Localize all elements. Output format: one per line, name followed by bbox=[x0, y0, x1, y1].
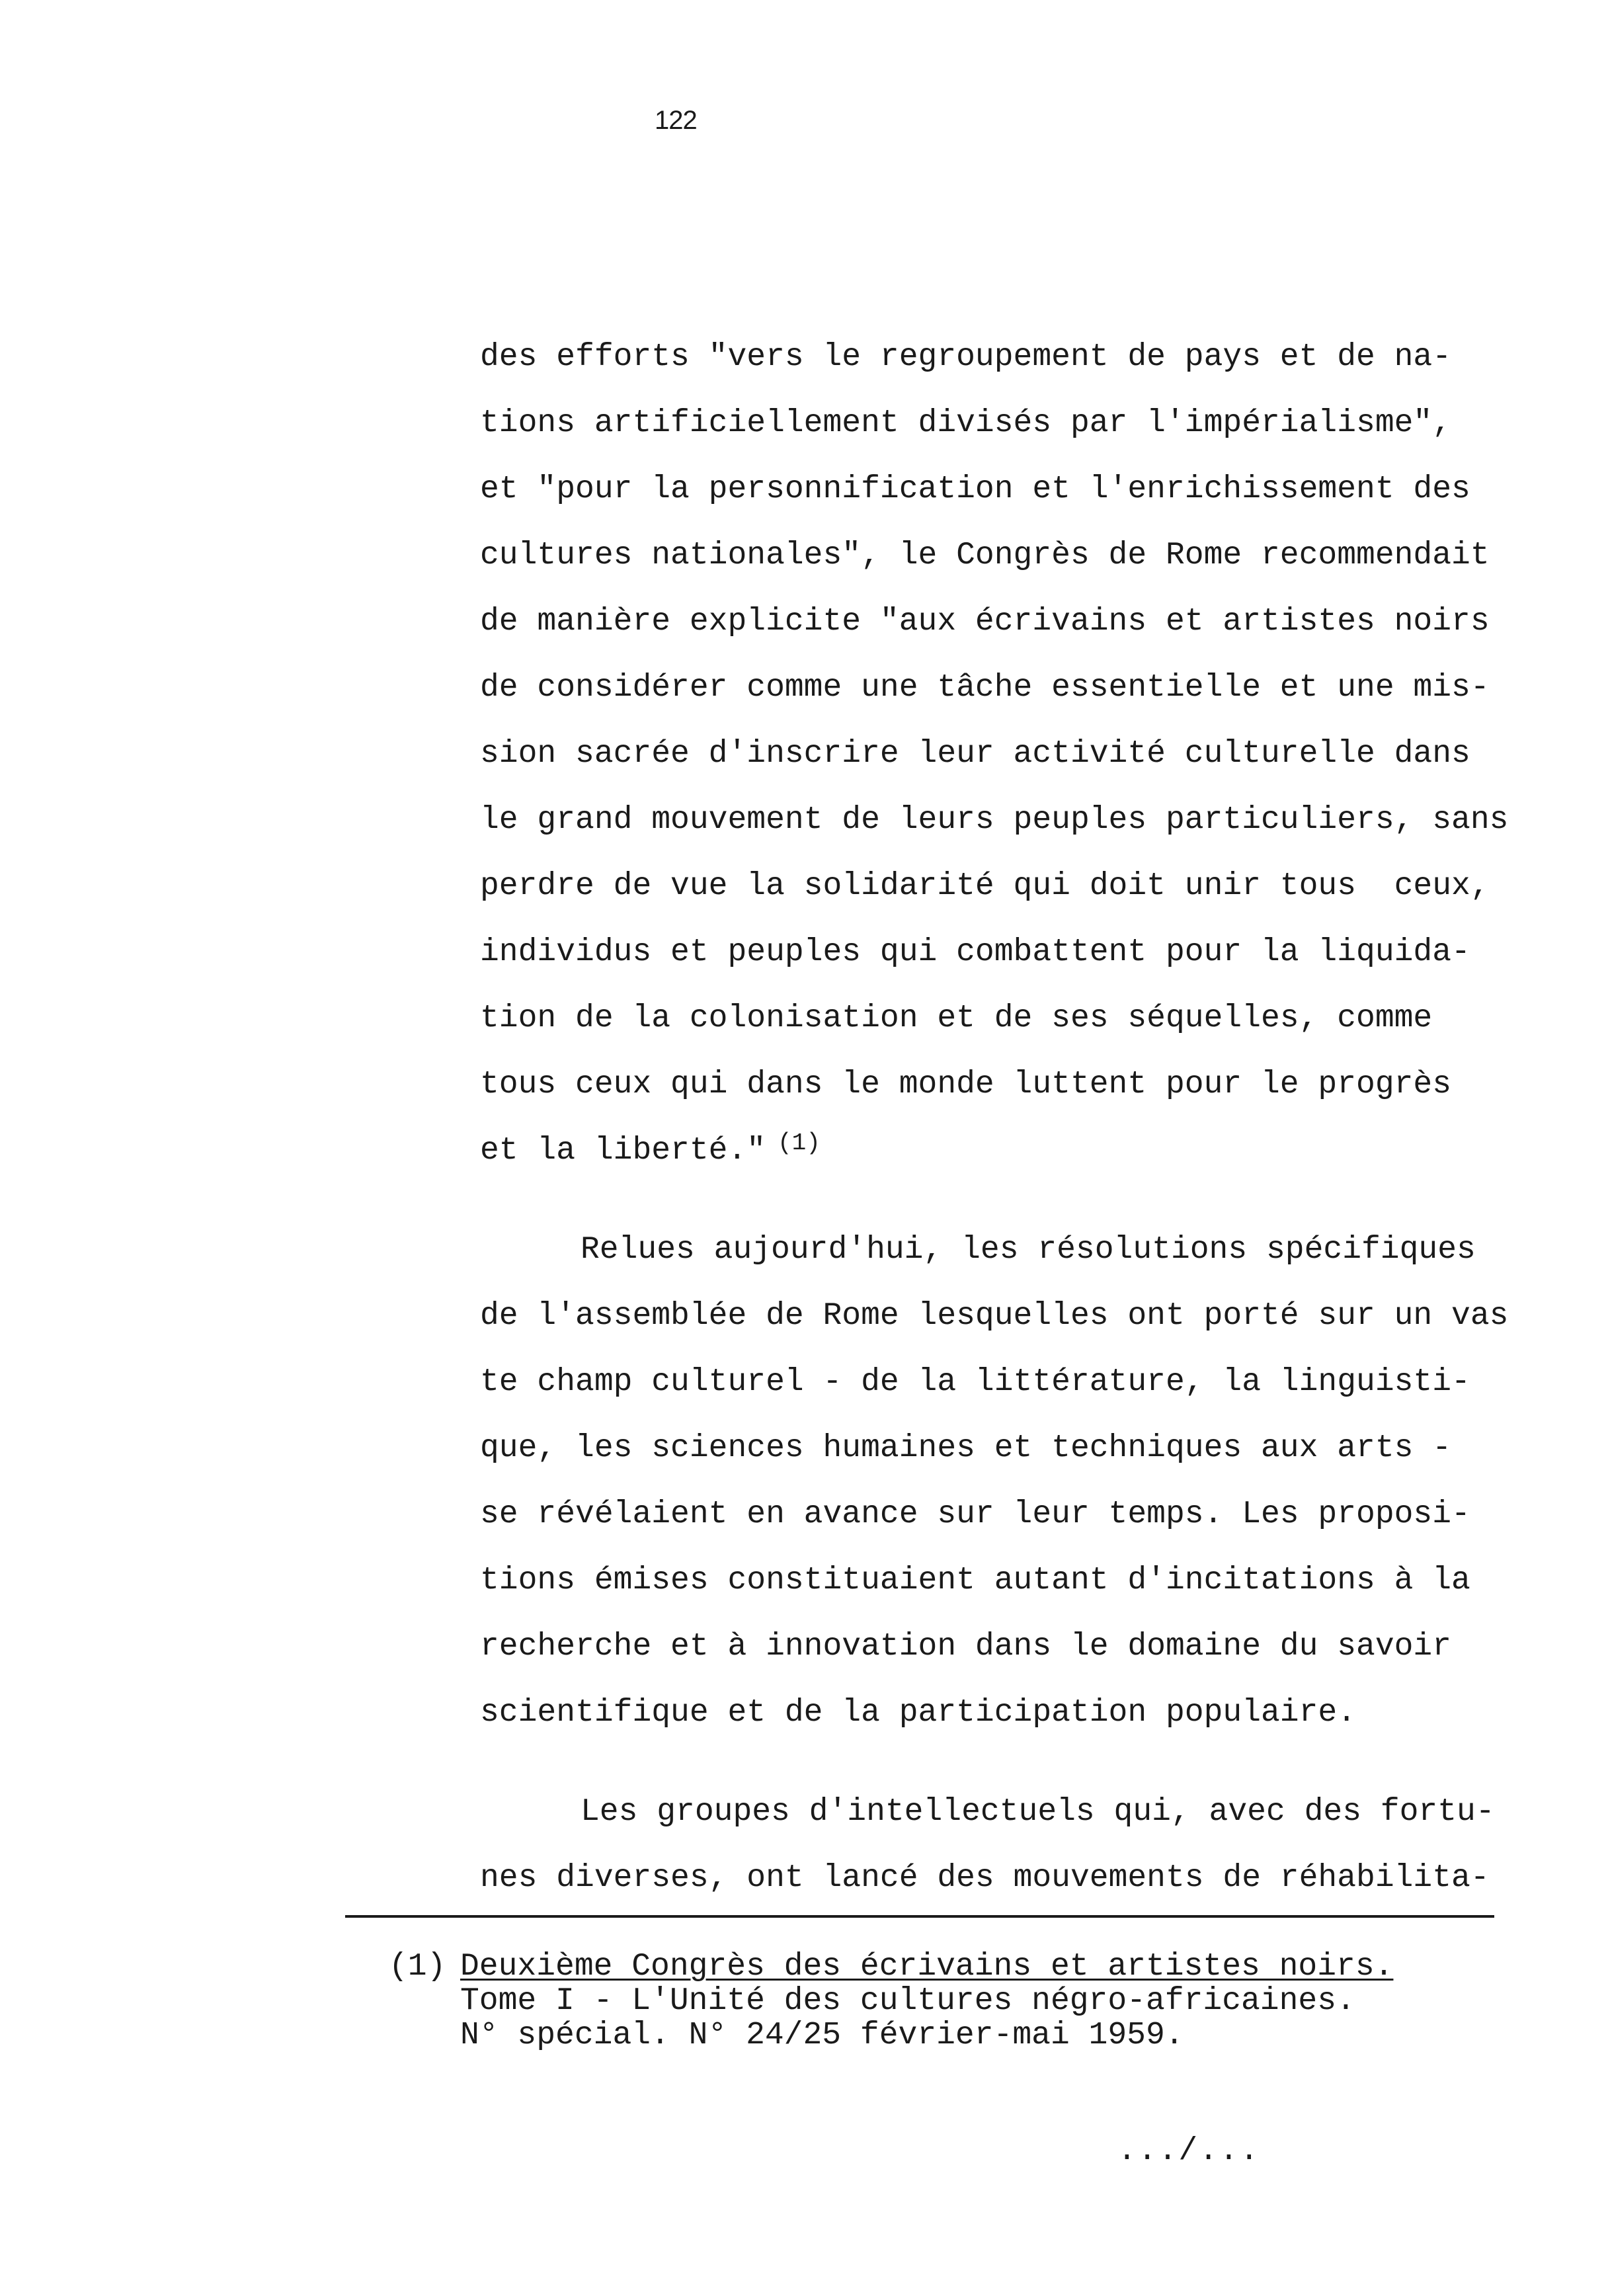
footnote-marker: (1) bbox=[389, 1949, 446, 1985]
text-line: se révélaient en avance sur leur temps. Les proposi- bbox=[480, 1496, 1470, 1532]
text-line: scientifique et de la participation populaire. bbox=[480, 1695, 1357, 1731]
footnote-reference: (1) bbox=[778, 1129, 821, 1157]
text-line: te champ culturel - de la littérature, la linguisti- bbox=[480, 1364, 1470, 1400]
footnote-line-3: N° spécial. N° 24/25 février-mai 1959. bbox=[460, 2018, 1184, 2053]
text-line: individus et peuples qui combattent pour la liquida- bbox=[480, 934, 1470, 970]
paragraph-1 bbox=[480, 324, 1564, 1184]
footnote-separator bbox=[345, 1915, 1494, 1918]
text-line: recherche et à innovation dans le domaine du savoir bbox=[480, 1629, 1452, 1664]
text-line: des efforts "vers le regroupement de pays et de na- bbox=[480, 339, 1452, 375]
body-text bbox=[480, 324, 1564, 1911]
text-line: que, les sciences humaines et techniques aux arts - bbox=[480, 1430, 1452, 1466]
text-line: de considérer comme une tâche essentielle et une mis- bbox=[480, 670, 1490, 706]
paragraph-gap bbox=[480, 1746, 1564, 1779]
text-line: et "pour la personnification et l'enrichissement des bbox=[480, 472, 1470, 507]
text-line-last bbox=[480, 1118, 1564, 1184]
text-line: Les groupes d'intellectuels qui, avec des fortu- bbox=[581, 1794, 1495, 1830]
text-line: tions artificiellement divisés par l'impérialisme", bbox=[480, 405, 1452, 441]
page-number: 122 bbox=[655, 106, 697, 135]
paragraph-gap bbox=[480, 1184, 1564, 1217]
footnote-line-1: Deuxième Congrès des écrivains et artistes noirs. bbox=[460, 1949, 1394, 1985]
text-line: tous ceux qui dans le monde luttent pour le progrès bbox=[480, 1067, 1452, 1102]
text-line: cultures nationales", le Congrès de Rome recommendait bbox=[480, 538, 1490, 573]
footnote bbox=[390, 1949, 1393, 2053]
text-line: de l'assemblée de Rome lesquelles ont porté sur un vas bbox=[480, 1298, 1509, 1334]
text-line-content: et la liberté." bbox=[480, 1133, 766, 1168]
text-line: tion de la colonisation et de ses séquelles, comme bbox=[480, 1001, 1433, 1036]
continuation-mark: .../... bbox=[1117, 2133, 1260, 2169]
text-line: Relues aujourd'hui, les résolutions spécifiques bbox=[581, 1232, 1476, 1268]
footnote-line-2: Tome I - L'Unité des cultures négro-africaines. bbox=[460, 1983, 1355, 2019]
text-line: tions émises constituaient autant d'incitations à la bbox=[480, 1563, 1470, 1598]
paragraph-2 bbox=[480, 1217, 1564, 1746]
text-line: le grand mouvement de leurs peuples particuliers, sans bbox=[480, 802, 1509, 838]
text-line: sion sacrée d'inscrire leur activité culturelle dans bbox=[480, 736, 1470, 772]
text-line: nes diverses, ont lancé des mouvements de réhabilita- bbox=[480, 1860, 1490, 1896]
text-line: de manière explicite "aux écrivains et artistes noirs bbox=[480, 604, 1490, 639]
paragraph-3 bbox=[480, 1779, 1564, 1911]
text-line: perdre de vue la solidarité qui doit unir tous ceux, bbox=[480, 868, 1490, 904]
